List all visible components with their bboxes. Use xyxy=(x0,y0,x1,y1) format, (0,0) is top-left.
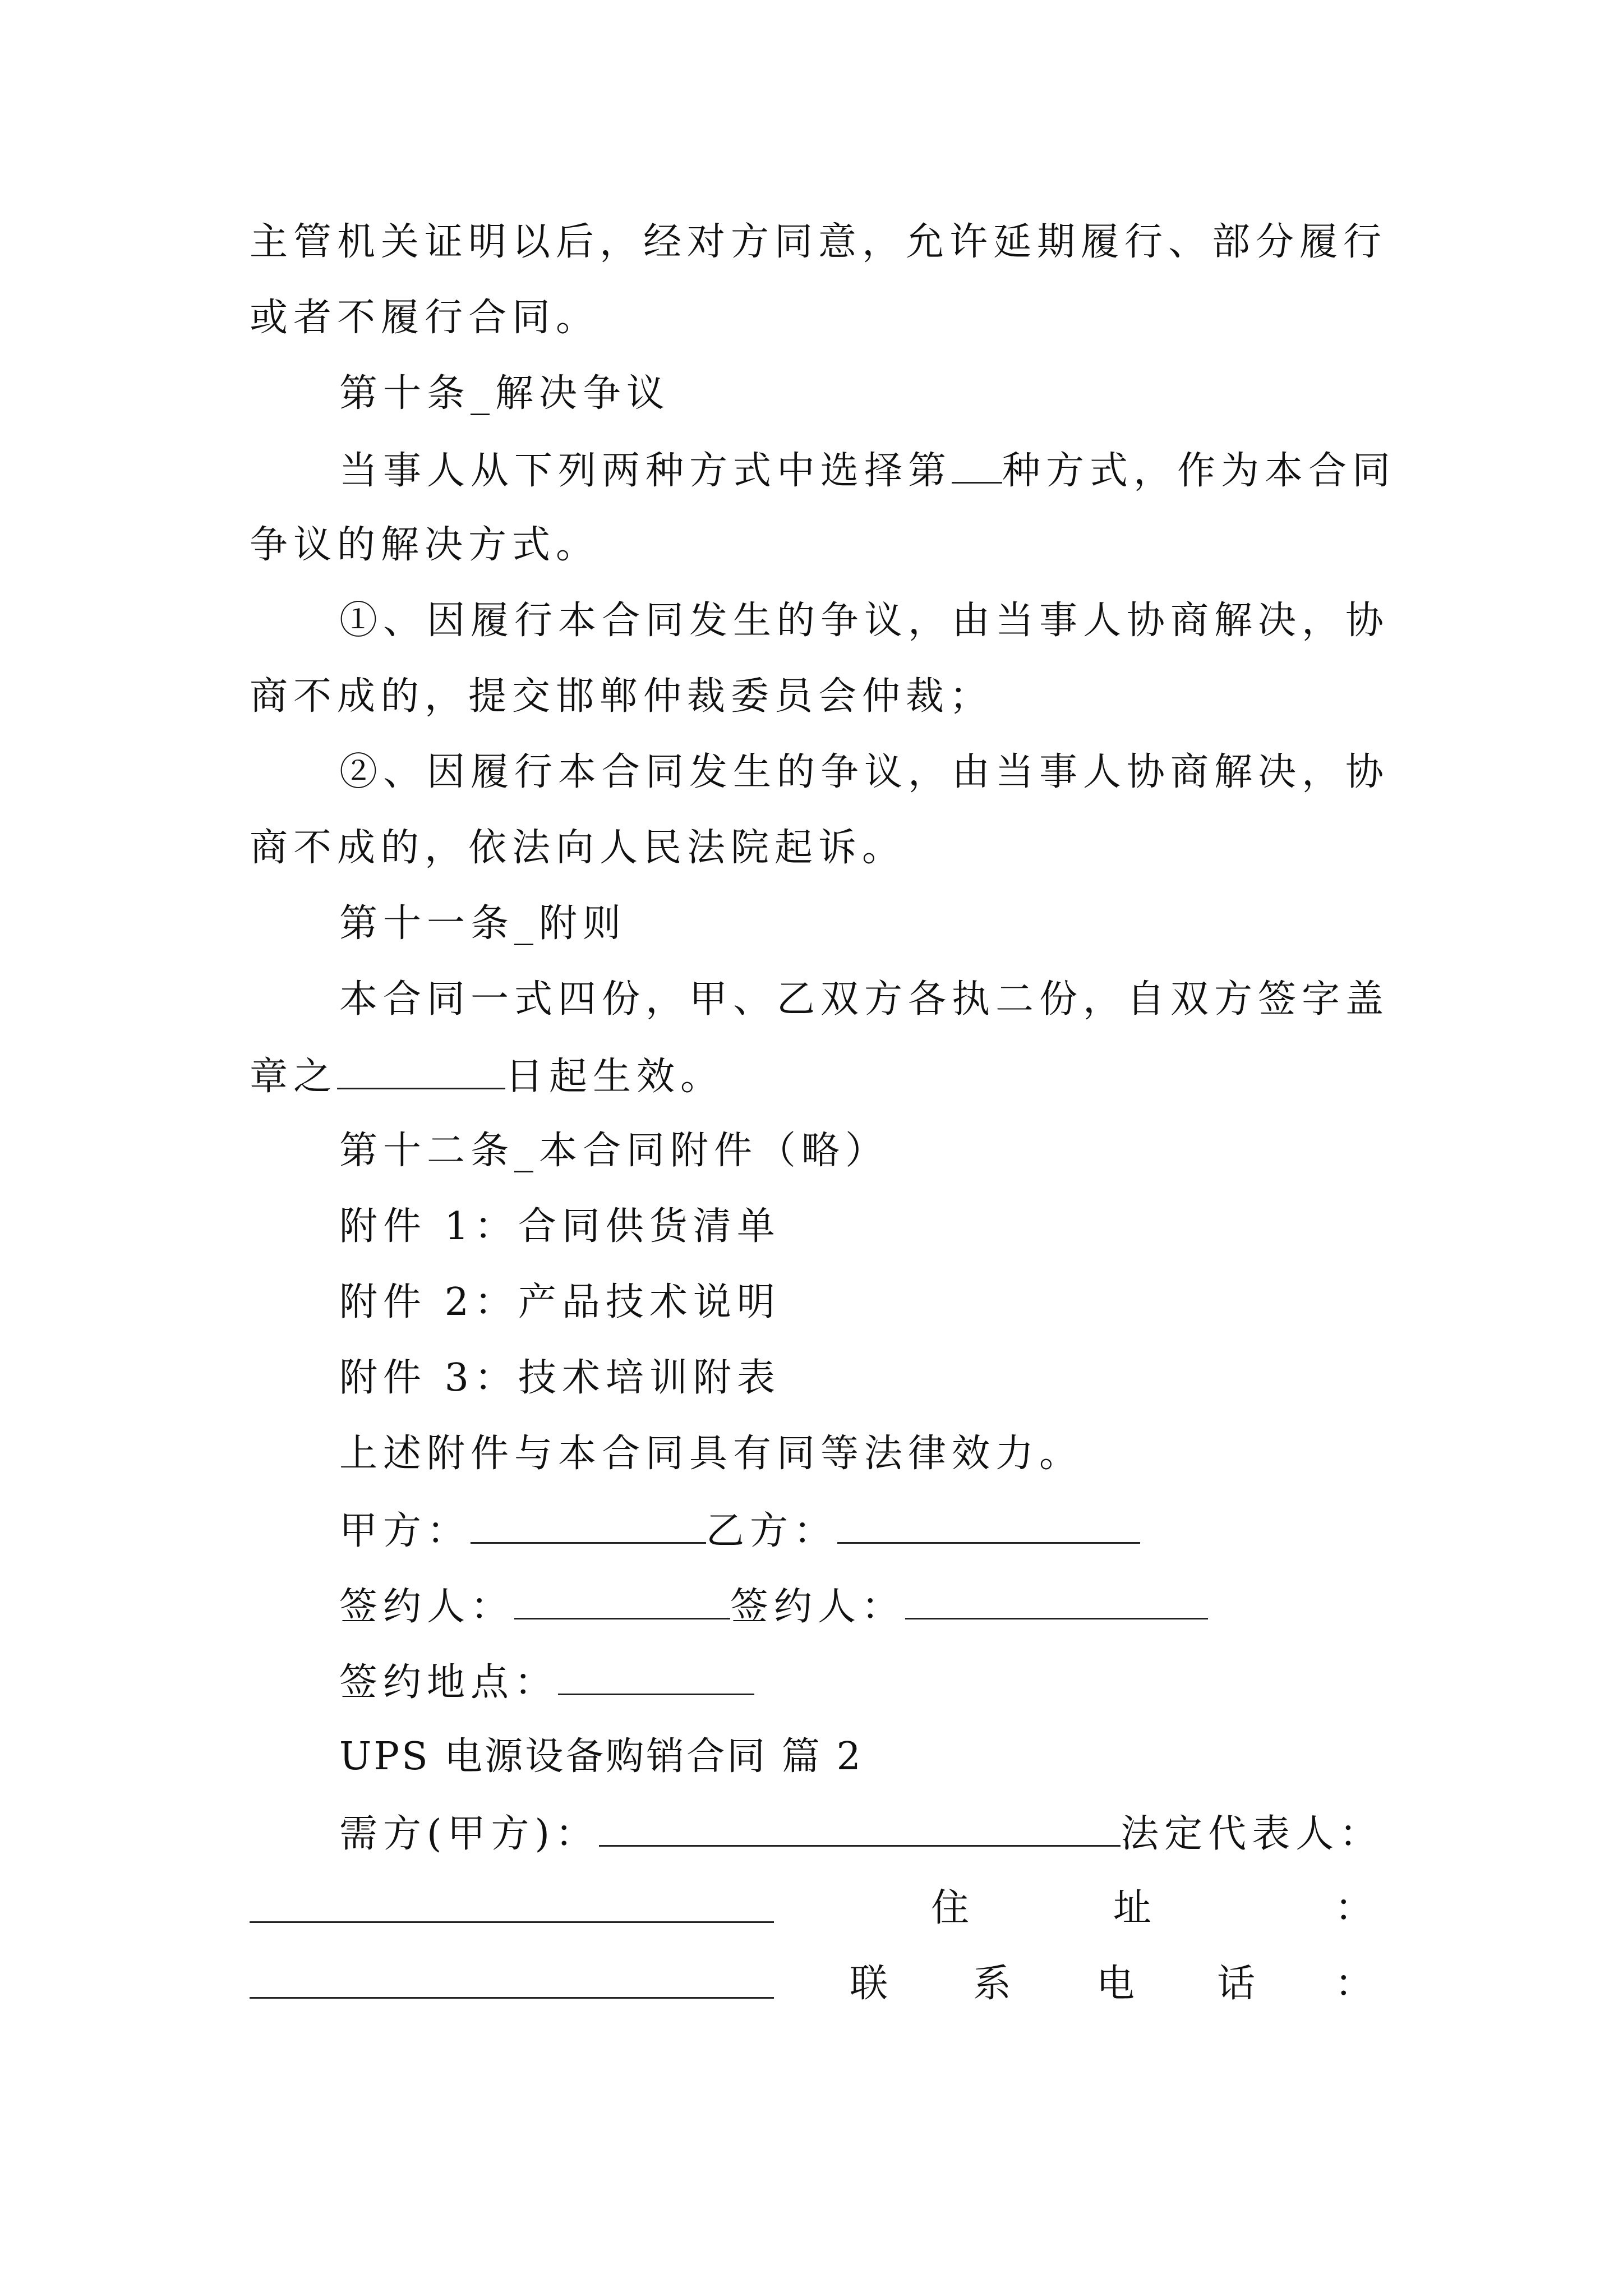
option-2-line: 商不成的，依法向人民法院起诉。 xyxy=(250,826,906,870)
text-segment: 当事人从下列两种方式中选择第 xyxy=(339,449,952,493)
address-char: 住 xyxy=(931,1886,970,1930)
sign-place-line xyxy=(339,1659,754,1705)
buyer-line xyxy=(339,1810,1383,1857)
article-10-title: 第十条_解决争议 xyxy=(339,371,671,416)
text-segment: 日起生效。 xyxy=(505,1055,725,1099)
paragraph-line: 主管机关证明以后，经对方同意，允许延期履行、部分履行 xyxy=(250,220,1387,264)
option-1-line: ①、因履行本合同发生的争议，由当事人协商解决，协 xyxy=(339,599,1390,643)
phone-colon: ： xyxy=(1335,1962,1373,2006)
party-a-label: 甲方： xyxy=(339,1509,471,1553)
sign-place-label: 签约地点： xyxy=(339,1660,559,1705)
legal-rep-blank xyxy=(250,1921,774,1923)
signer-b-blank xyxy=(905,1583,1208,1619)
party-line xyxy=(339,1507,1140,1554)
option-1-line: 商不成的，提交邯郸仲裁委员会仲裁； xyxy=(250,674,994,719)
attachment-item: 附件 2：产品技术说明 xyxy=(339,1280,781,1324)
article-12-title: 第十二条_本合同附件（略） xyxy=(339,1129,889,1173)
fill-in-blank xyxy=(337,1053,505,1089)
text-segment: 章之 xyxy=(250,1055,338,1099)
phone-char: 电 xyxy=(1096,1962,1135,2006)
fill-in-blank xyxy=(952,447,1002,484)
paragraph-line xyxy=(250,1053,724,1099)
legal-rep-label: 法定代表人： xyxy=(1121,1812,1384,1856)
paragraph-line: 本合同一式四份，甲、乙双方各执二份，自双方签字盖 xyxy=(339,977,1390,1022)
attachment-item: 附件 3：技术培训附表 xyxy=(339,1356,781,1400)
section-2-title: UPS 电源设备购销合同 篇 2 xyxy=(339,1734,863,1779)
signer-line xyxy=(339,1583,1208,1630)
phone-char: 系 xyxy=(973,1962,1012,2006)
phone-char: 联 xyxy=(850,1962,888,2006)
signer-a-blank xyxy=(514,1583,730,1619)
article-11-title: 第十一条_附则 xyxy=(339,901,627,946)
attachment-item: 附件 1：合同供货清单 xyxy=(339,1204,781,1249)
option-2-line: ②、因履行本合同发生的争议，由当事人协商解决，协 xyxy=(339,750,1390,794)
party-b-blank xyxy=(837,1507,1140,1544)
paragraph-line: 或者不履行合同。 xyxy=(250,296,600,340)
sign-place-blank xyxy=(558,1659,754,1695)
signer-b-label: 签约人： xyxy=(730,1585,906,1629)
phone-char: 话 xyxy=(1217,1962,1256,2006)
buyer-blank xyxy=(599,1810,1121,1847)
paragraph-line xyxy=(339,447,1396,494)
paragraph-line: 上述附件与本合同具有同等法律效力。 xyxy=(339,1432,1083,1476)
party-b-label: 乙方： xyxy=(706,1509,838,1553)
address-colon: ： xyxy=(1335,1886,1373,1930)
buyer-label: 需方(甲方)： xyxy=(339,1812,600,1856)
paragraph-line: 争议的解决方式。 xyxy=(250,523,600,567)
address-char: 址 xyxy=(1113,1886,1152,1930)
text-segment: 种方式，作为本合同 xyxy=(1002,449,1396,493)
party-a-blank xyxy=(471,1507,706,1544)
signer-a-label: 签约人： xyxy=(339,1585,515,1629)
address-blank xyxy=(250,1997,774,1999)
